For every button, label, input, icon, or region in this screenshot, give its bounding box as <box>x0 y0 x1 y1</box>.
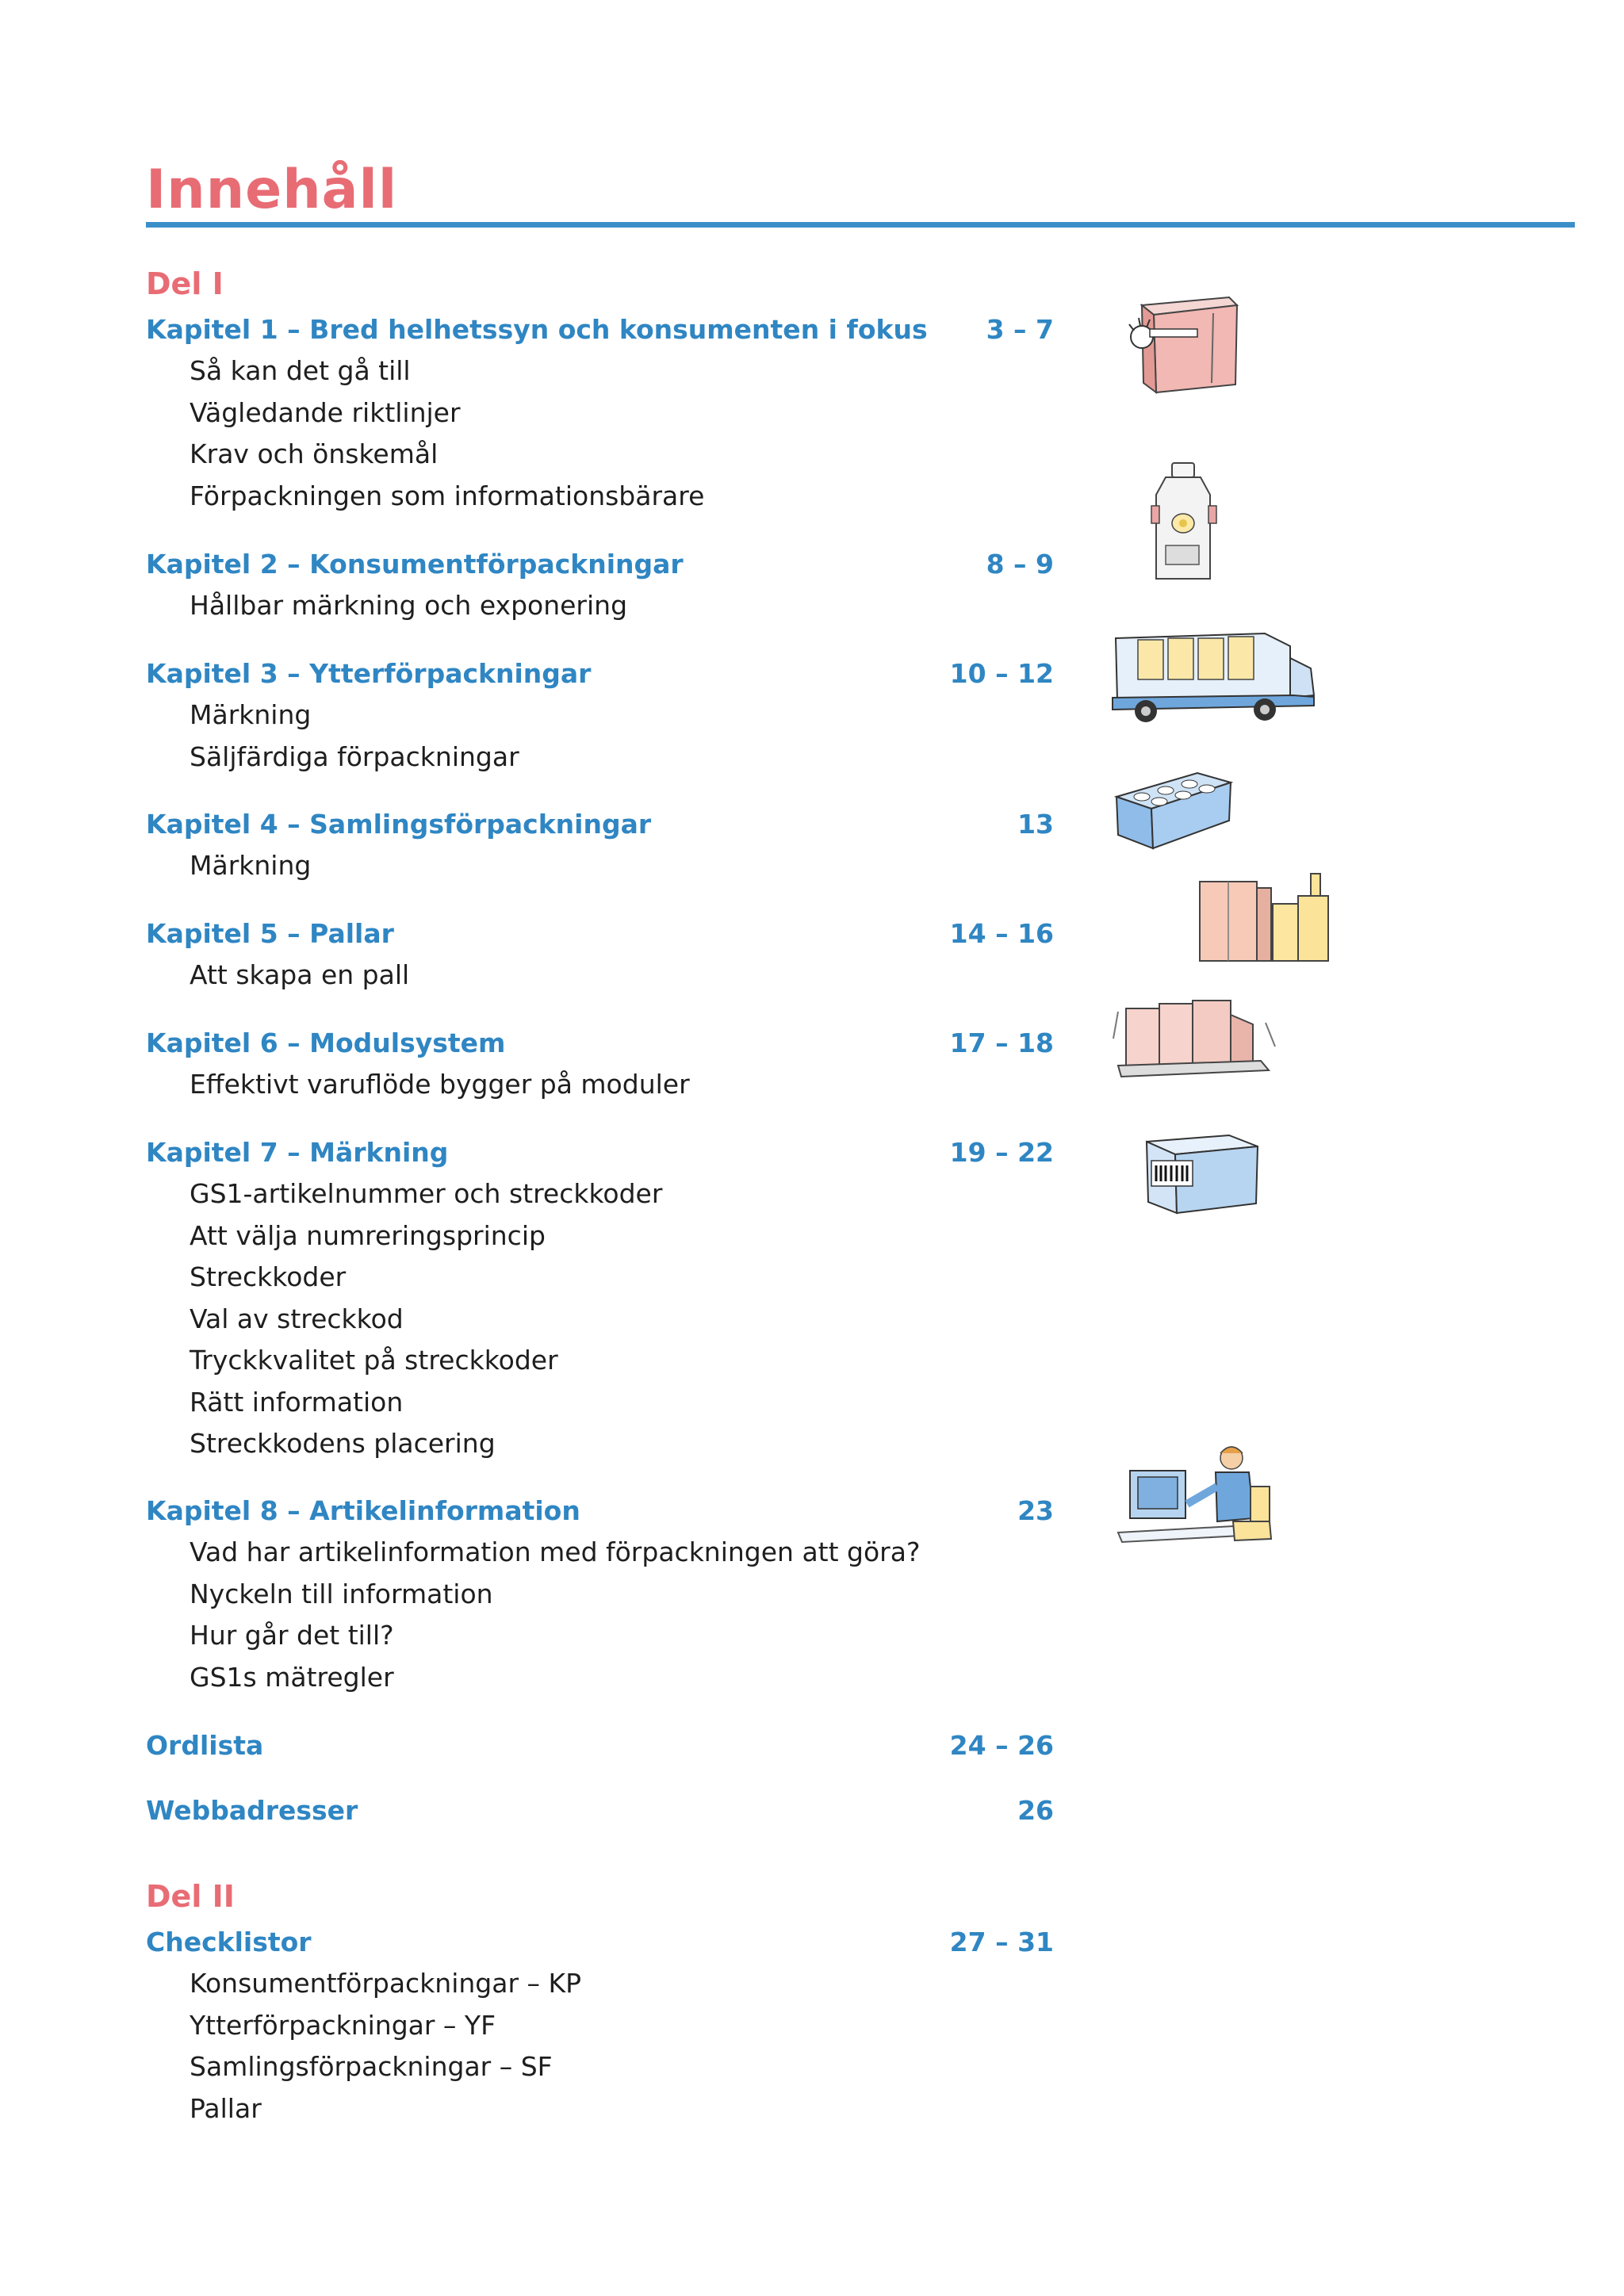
toc-entry-title[interactable]: Kapitel 1 – Bred helhetssyn och konsumenten i fokus <box>146 314 928 345</box>
toc-subentry: Rätt information <box>190 1386 404 1418</box>
toc-subentry: Så kan det gå till <box>190 355 411 386</box>
toc-entry-chapter-1[interactable] <box>146 309 1054 517</box>
crate-icon <box>1110 765 1237 852</box>
toc-subentry: Val av streckkod <box>190 1303 404 1334</box>
toc-subentry: Att välja numreringsprincip <box>190 1219 546 1251</box>
toc-entry-title[interactable]: Kapitel 8 – Artikelinformation <box>146 1495 580 1526</box>
computer-user-icon <box>1114 1439 1297 1558</box>
toc-subentry: Märkning <box>190 699 312 730</box>
toc-entry-chapter-2[interactable] <box>146 544 1054 627</box>
toc-subentry: GS1-artikelnummer och streckkoder <box>190 1178 663 1209</box>
pallet-icon <box>1110 991 1281 1094</box>
toc-entry-title[interactable]: Kapitel 2 – Konsumentförpackningar <box>146 549 684 580</box>
toc-entry-title[interactable]: Webbadresser <box>146 1795 358 1826</box>
toc-entry-title[interactable]: Kapitel 5 – Pallar <box>146 918 394 949</box>
toc-subentry: Konsumentförpackningar – KP <box>190 1968 582 1999</box>
toc-subentry: Vägledande riktlinjer <box>190 396 461 428</box>
toc-entry-chapter-4[interactable] <box>146 804 1054 887</box>
toc-entry-chapter-6[interactable] <box>146 1023 1054 1106</box>
toc-entry-title[interactable]: Kapitel 3 – Ytterförpackningar <box>146 658 592 689</box>
toc-entry-pages: 23 <box>1017 1495 1054 1526</box>
toc-entry-pages: 3 – 7 <box>986 314 1054 345</box>
toc-subentry: Hur går det till? <box>190 1620 394 1651</box>
toc-subentry: Säljfärdiga förpackningar <box>190 740 519 772</box>
title-divider <box>146 222 1575 228</box>
page-title: Innehåll <box>146 159 398 221</box>
toc-subentry: Ytterförpackningar – YF <box>190 2009 496 2041</box>
toc-subentry: Hållbar märkning och exponering <box>190 590 628 621</box>
toc-subentry: Pallar <box>190 2092 262 2124</box>
box-with-hand-icon <box>1118 281 1249 400</box>
toc-subentry: Att skapa en pall <box>190 959 410 990</box>
part-heading-2: Del II <box>146 1879 235 1914</box>
barcode-box-icon <box>1142 1126 1261 1217</box>
toc-entry-checklistor[interactable] <box>146 1922 1054 2130</box>
toc-entry-title[interactable]: Kapitel 4 – Samlingsförpackningar <box>146 809 652 840</box>
toc-subentry: Märkning <box>190 850 312 881</box>
toc-entry-pages: 27 – 31 <box>949 1927 1054 1957</box>
toc-entry-pages: 10 – 12 <box>949 658 1054 689</box>
toc-subentry: Nyckeln till information <box>190 1578 493 1609</box>
toc-entry-chapter-8[interactable] <box>146 1490 1054 1698</box>
part-heading-1: Del I <box>146 266 224 301</box>
toc-entry-ordlista[interactable] <box>146 1725 1054 1766</box>
toc-entry-title[interactable]: Ordlista <box>146 1730 264 1761</box>
toc-subentry: Krav och önskemål <box>190 438 439 469</box>
toc-subentry: Streckkodens placering <box>190 1428 496 1459</box>
bottle-icon <box>1142 460 1229 587</box>
toc-entry-webbadresser[interactable] <box>146 1790 1054 1831</box>
boxes-icon <box>1193 864 1336 971</box>
toc-entry-chapter-7[interactable] <box>146 1132 1054 1465</box>
toc-entry-title[interactable]: Kapitel 6 – Modulsystem <box>146 1027 506 1058</box>
truck-icon <box>1106 622 1320 729</box>
toc-subentry: Effektivt varuflöde bygger på moduler <box>190 1069 690 1100</box>
toc-subentry: Förpackningen som informationsbärare <box>190 480 705 511</box>
toc-subentry: Streckkoder <box>190 1261 347 1292</box>
toc-subentry: Tryckkvalitet på streckkoder <box>190 1345 558 1376</box>
toc-entry-pages: 14 – 16 <box>949 918 1054 949</box>
toc-subentry: Samlingsförpackningar – SF <box>190 2051 553 2082</box>
toc-entry-pages: 26 <box>1017 1795 1054 1826</box>
toc-entry-pages: 13 <box>1017 809 1054 840</box>
toc-entry-title[interactable]: Checklistor <box>146 1927 312 1957</box>
toc-entry-chapter-3[interactable] <box>146 653 1054 778</box>
toc-entry-title[interactable]: Kapitel 7 – Märkning <box>146 1137 449 1168</box>
toc-entry-pages: 17 – 18 <box>949 1027 1054 1058</box>
toc-entry-pages: 24 – 26 <box>949 1730 1054 1761</box>
toc-subentry: Vad har artikelinformation med förpackningen att göra? <box>190 1536 921 1567</box>
toc-entry-pages: 8 – 9 <box>986 549 1054 580</box>
toc-subentry: GS1s mätregler <box>190 1661 394 1693</box>
toc-entry-pages: 19 – 22 <box>949 1137 1054 1168</box>
toc-entry-chapter-5[interactable] <box>146 913 1054 997</box>
